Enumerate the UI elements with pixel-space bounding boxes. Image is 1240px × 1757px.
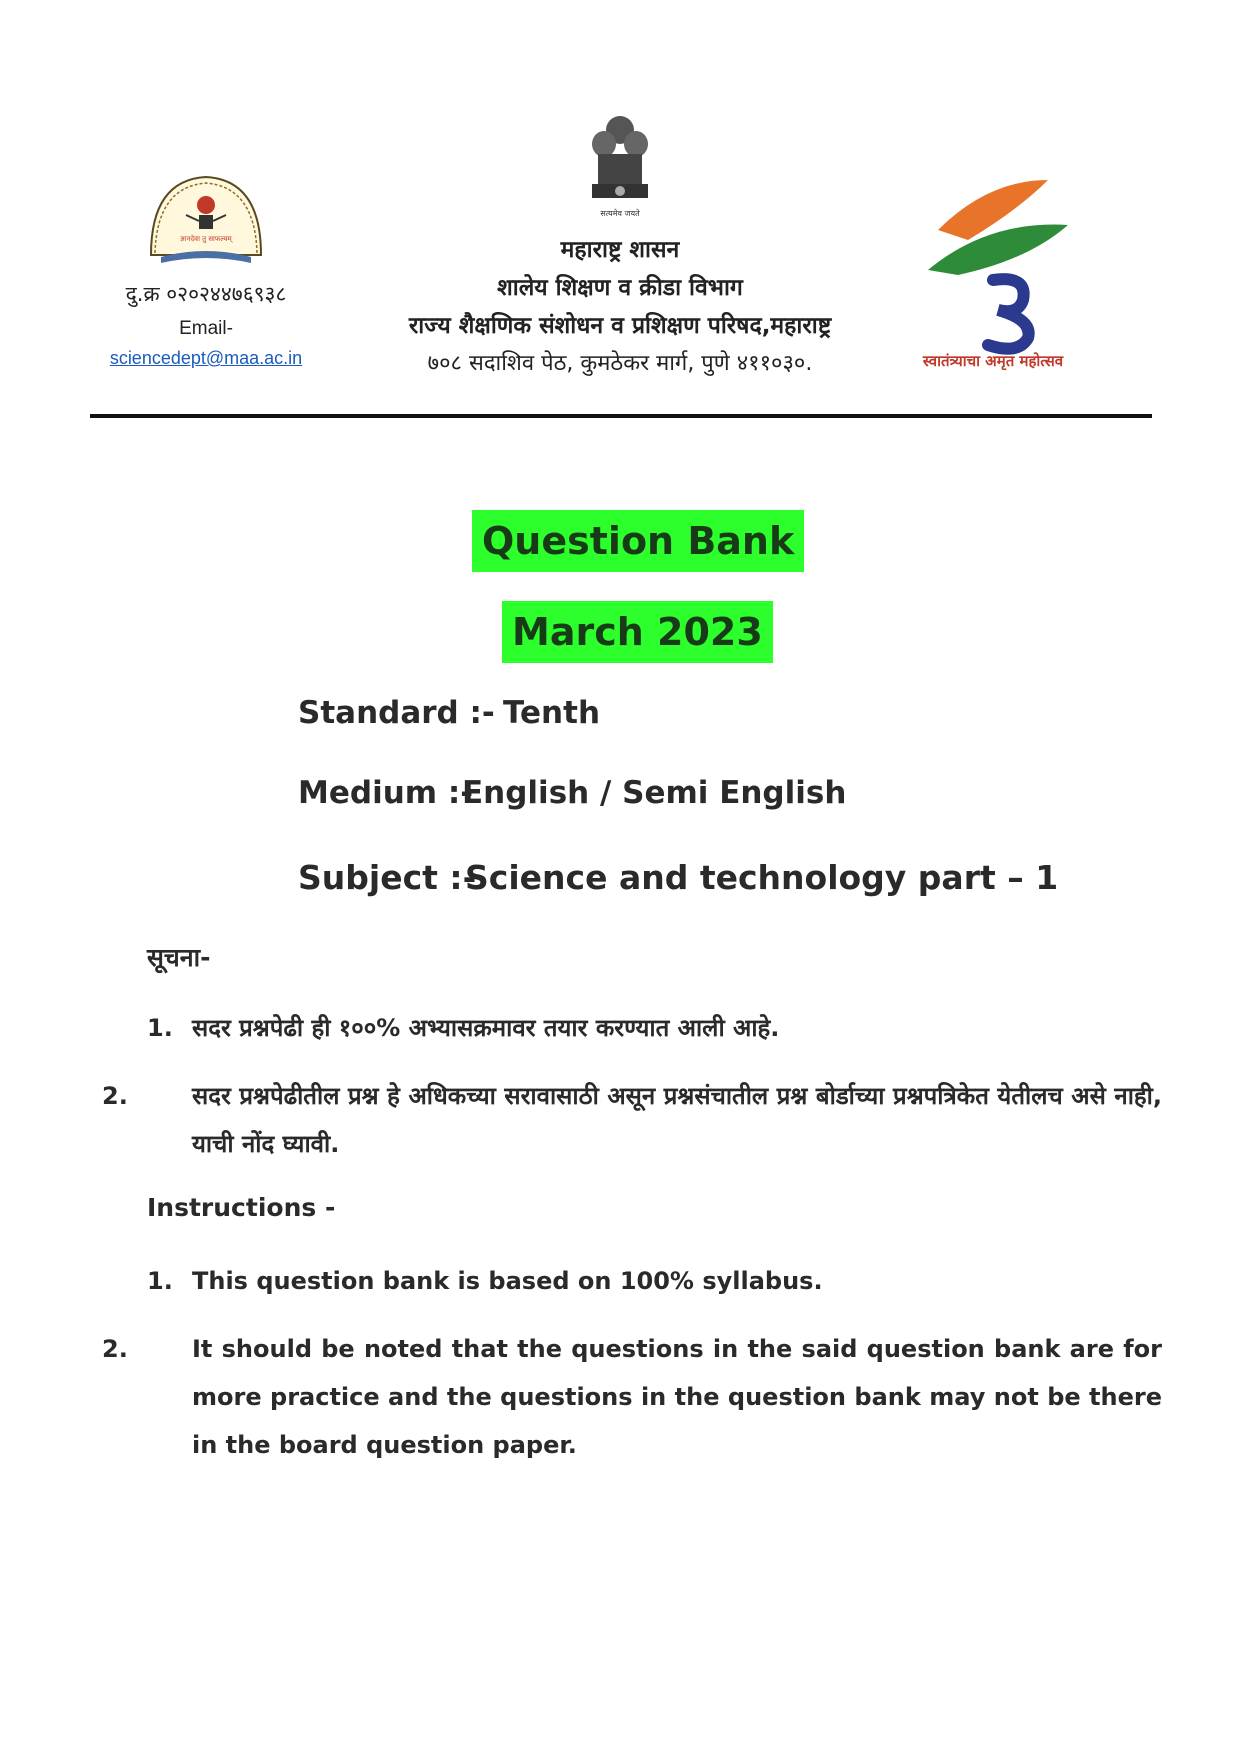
instructions-heading: Instructions - [147,1193,336,1222]
instruction-item-number: 1. [147,1267,173,1295]
subject-value: Science and technology part – 1 [465,858,1059,897]
office-address: ७०८ सदाशिव पेठ, कुमठेकर मार्ग, पुणे ४११०३०. [427,351,813,376]
document-date: March 2023 [502,601,773,663]
header-divider [90,414,1152,418]
scert-logo [141,165,271,270]
medium-value: English / Semi English [462,775,847,811]
marathi-heading: सूचना- [147,943,211,972]
subject-label: Subject :- [298,858,477,897]
marathi-item-text: सदर प्रश्नपेढीतील प्रश्न हे अधिकच्या सरावासाठी असून प्रश्नसंचातील प्रश्न बोर्डाच्या प्रश्नपत्रिकेत येतीलच असे नाही, याची नोंद घ्यावी. [192,1082,1162,1158]
instruction-item [147,1257,1162,1305]
azadi-amrit-mahotsav-logo [898,170,1088,370]
subject-row [298,858,1058,897]
national-emblem-icon [580,108,660,223]
standard-row [298,695,600,731]
medium-row [298,775,846,811]
standard-value: Tenth [503,695,601,731]
marathi-item [102,1072,1162,1168]
marathi-item [147,1004,1162,1052]
marathi-item-number: 1. [147,1014,173,1042]
instruction-item [102,1325,1162,1469]
standard-label: Standard :- [298,695,495,731]
emblem-caption: सत्यमेव जयते [600,209,640,218]
govt-name: महाराष्ट्र शासन [560,237,680,263]
phone-number: दु.क्र ०२०२४४७६९३८ [125,282,287,306]
document-title: Question Bank [472,510,804,572]
instruction-item-text: This question bank is based on 100% syllabus. [192,1267,823,1295]
marathi-item-text: सदर प्रश्नपेढी ही १००% अभ्यासक्रमावर तयार करण्यात आली आहे. [192,1014,780,1042]
email-link[interactable]: sciencedept@maa.ac.in [109,348,303,368]
azadi-logo-text: स्वातंत्र्याचा अमृत महोत्सव [922,352,1064,370]
scert-logo-text: ज्ञानदेवा तु साफल्यम् [180,235,232,243]
email-label: Email- [179,318,233,339]
medium-label: Medium :- [298,775,474,811]
instruction-item-number: 2. [102,1335,128,1363]
left-header [96,165,316,369]
instruction-item-text: It should be noted that the questions in the said question bank are for more practice and the questions in the question bank may not be there in the board question paper. [192,1335,1162,1459]
department-name: शालेय शिक्षण व क्रीडा विभाग [497,275,743,301]
center-header [340,108,900,383]
council-name: राज्य शैक्षणिक संशोधन व प्रशिक्षण परिषद,महाराष्ट्र [408,313,832,339]
marathi-item-number: 2. [102,1082,128,1110]
